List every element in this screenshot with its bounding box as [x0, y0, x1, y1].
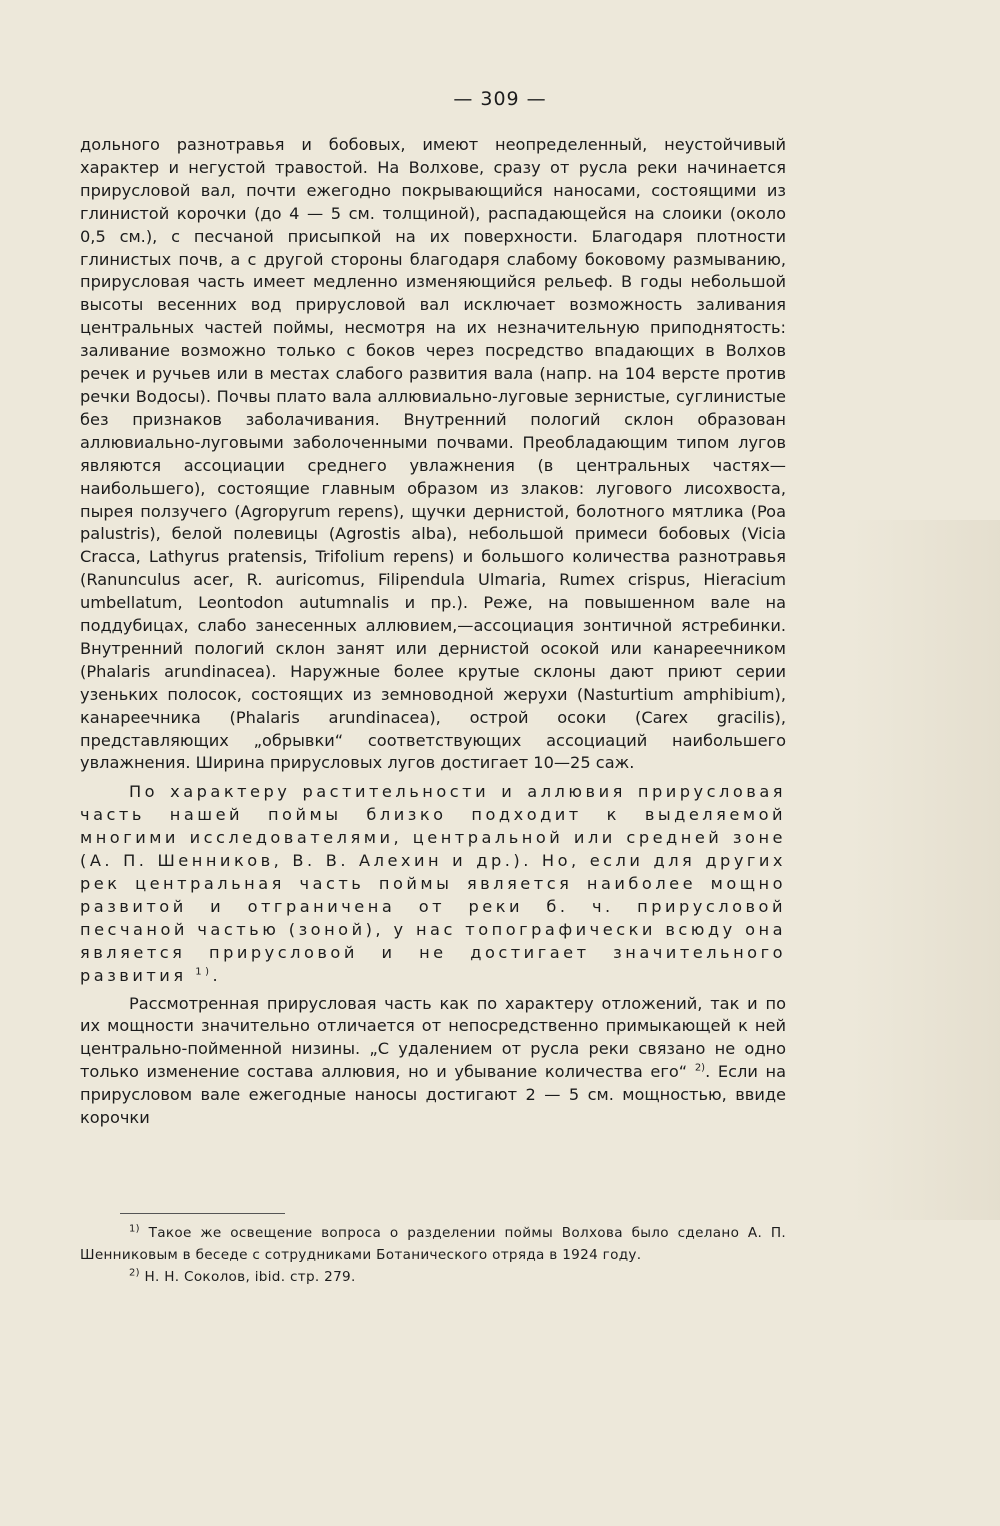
paragraph-2-text: По характеру растительности и аллювия прирусловая часть нашей поймы близко подходит к выделяемой многими исследователями, центральной или средней зоне (А. П. Шенников, В. В. Алехин и др.). Но, если для других рек центральная часть поймы является наиболее мощно развитой и отграничена от реки б. ч. прирусловой песчаной частью (зоной), у нас топографически всюду она является прирусловой и не достигает значительного развития	[80, 782, 786, 985]
paragraph-2-tail: .	[212, 965, 222, 985]
footnote-ref-2: 2)	[694, 1062, 706, 1074]
page-number: — 309 —	[453, 88, 547, 110]
paragraph-3-text-b: . Если на прирусловом вале ежегодные наносы достигают 2 — 5 см. мощностью, ввиде корочки	[80, 1062, 787, 1128]
footnote-ref-1: 1)	[195, 966, 213, 978]
footnote-1	[80, 1222, 786, 1266]
footnote-2	[80, 1266, 786, 1288]
footnote-1-mark: 1)	[129, 1223, 140, 1235]
footnotes	[80, 1222, 786, 1288]
main-text	[80, 134, 786, 1130]
footnote-2-text: Н. Н. Соколов, ibid. стр. 279.	[144, 1269, 356, 1285]
footnote-divider	[120, 1213, 285, 1214]
footnote-1-text: Такое же освещение вопроса о разделении поймы Волхова было сделано А. П. Шенниковым в беседе с сотрудниками Ботанического отряда в 1924 году.	[80, 1225, 786, 1263]
paragraph-2	[80, 781, 786, 987]
paragraph-1: дольного разнотравья и бобовых, имеют неопределенный, неустойчивый характер и негустой травостой. На Волхове, сразу от русла реки начинается прирусловой вал, почти ежегодно покрывающийся наносами, состоящими из глинистой корочки (до 4 — 5 см. толщиной), распадающейся на слоики (около 0,5 см.), с песчаной присыпкой на их поверхности. Благодаря плотности глинистых почв, а с другой стороны благодаря слабому боковому размыванию, прирусловая часть имеет медленно изменяющийся рельеф. В годы небольшой высоты весенних вод прирусловой вал исключает возможность заливания центральных частей поймы, несмотря на их незначительную приподнятость: заливание возможно только с боков через посредство впадающих в Волхов речек и ручьев или в местах слабого развития вала (напр. на 104 версте против речки Водосы). Почвы плато вала аллювиально-луговые зернистые, суглинистые без признаков заболачивания. Внутренний пологий склон образован аллювиально-луговыми заболоченными почвами. Преобладающим типом лугов являются ассоциации среднего увлажнения (в центральных частях—наибольшего), состоящие главным образом из злаков: лугового лисохвоста, пырея ползучего (Agropyrum repens), щучки дернистой, болотного мятлика (Poa palustris), белой полевицы (Agrostis alba), небольшой примеси бобовых (Vicia Cracca, Lathyrus pratensis, Trifolium repens) и большого количества разнотравья (Ranunculus acer, R. auricomus, Filipendula Ulmaria, Rumex crispus, Hieracium umbellatum, Leontodon autumnalis и пр.). Реже, на повышенном вале на поддубицах, слабо занесенных аллювием,—ассоциация зонтичной ястребинки. Внутренний пологий склон занят или дернистой осокой или канареечником (Phalaris arundinacea). Наружные более крутые склоны дают приют серии узеньких полосок, состоящих из земноводной жерухи (Nasturtium amphibium), канареечника (Phalaris arundinacea), острой осоки (Carex gracilis), представляющих „обрывки“ соответствующих ассоциаций наибольшего увлажнения. Ширина прирусловых лугов достигает 10—25 саж.	[80, 135, 786, 773]
paper-stain	[850, 520, 1000, 1220]
paragraph-3	[80, 993, 786, 1130]
footnote-2-mark: 2)	[129, 1267, 140, 1279]
paragraph-3-text-a: Рассмотренная прирусловая часть как по характеру отложений, так и по их мощности значительно отличается от непосредственно примыкающей к ней центрально-пойменной низины. „С удалением от русла реки связано не одно только изменение состава аллювия, но и убывание количества его“	[80, 993, 786, 1082]
